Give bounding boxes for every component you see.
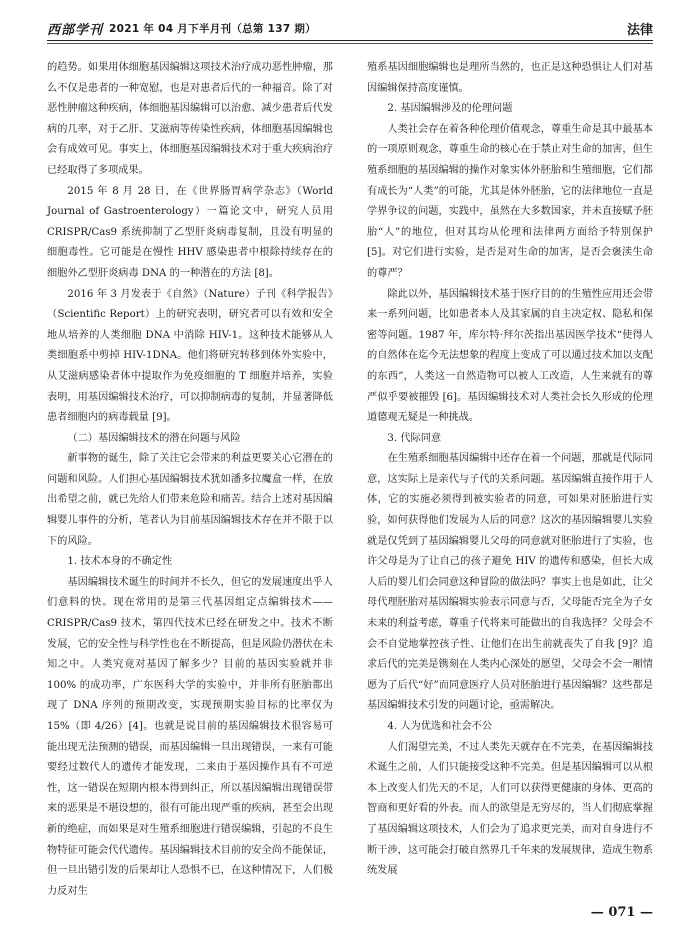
- paragraph: 基因编辑技术诞生的时间并不长久，但它的发展速度出乎人们意料的快。现在常用的是第三代基因组定点编辑技术——CRISPR/Cas9 技术，第四代技术已经在研发之中。技术不断发展，它的安全性与科学性也在不断提高，但是风险仍潜伏在未知之中。人类究竟对基因了解多少？目前的基因实验就并非 100% 的成功率，广东医科大学的实验中，并非所有胚胎都出现了 DNA 序列的预期改变，实现预期实验目标的比率仅为 15%（即 4/26）[4]。也就是说目前的基因编辑技术很容易可能出现无法预测的错误，而基因编辑一旦出现错误，一来有可能要经过数代人的遗传才能发现，二来由于基因操作具有不可逆性，这一错误在短期内根本得到纠正，所以基因编辑出现错误带来的恶果是不堪设想的，很有可能出现严重的疾病，甚至会出现新的绝症，而如果是对生殖系细胞进行错误编辑，引起的不良生物特征可能会代代遗传。基因编辑技术目前的安全尚不能保证，但一旦出错引发的后果却让人恐惧不已，在这种情况下，人们极力反对生: [47, 576, 333, 897]
- paragraph: 2016 年 3 月发表于《自然》（Nature）子刊《科学报告》（Scientific Report）上的研究表明，研究者可以有效和安全地从培养的人类细胞 DNA 中消除 HIV-1。这种技术能够从人类细胞系中剪掉 HIV-1DNA。他们将研究转移到体外实验中，从艾滋病感染者体中提取作为免疫细胞的 T 细胞并培养，实验表明，用基因编辑技术治疗，可以抑制病毒的复制，并显著降低患者细胞内的病毒载量 [9]。: [47, 288, 333, 424]
- paragraph: 人类社会存在着各种伦理价值观念，尊重生命是其中最基本的一项原则观念，尊重生命的核心在于禁止对生命的加害，但生殖系细胞的基因编辑的操作对象实体外胚胎和生殖细胞，它们都有成长为“人类”的可能，尤其是体外胚胎，它的法律地位一直是学界争议的问题，实践中，虽然在大多数国家，并未直接赋予胚胎“人”的地位，但对其均从伦理和法律两方面给予特别保护 [5]。对它们进行实验，是否是对生命的加害，是否会褒渎生命的尊严？: [367, 123, 653, 279]
- paragraph: 在生殖系细胞基因编辑中还存在着一个问题，那就是代际同意，这实际上是亲代与子代的关系问题。基因编辑直接作用于人体，它的实施必须得到被实验者的同意，可如果对胚胎进行实验，如何获得他们发展为人后的同意？这次的基因编辑婴儿实验就是仅凭到了基因编辑婴儿父母的同意就对胚胎进行了实验，也许父母是为了让自己的孩子避免 HIV 的遗传和感染，但长大成人后的婴儿们会同意这种冒险的做法吗？事实上也是如此，让父母代理胚胎对基因编辑实验表示同意与否，父母能否完全为子女未来的利益考虑，尊重子代将来可能做出的自我选择？父母会不会不自觉地掌控孩子性、让他们在出生前就丧失了自我 [9]？追求后代的完美是镌刻在人类内心深处的愿望，父母会不会一厢情愿为了后代“好”而同意医疗人员对胚胎进行基因编辑？这些都是基因编辑技术引发的问题讨论，亟需解决。: [367, 453, 653, 712]
- issue-info: 2021 年 04 月下半月刊（总第 137 期）: [109, 23, 317, 35]
- paragraph: 新事物的诞生，除了关注它会带来的利益更要关心它潜在的问题和风险。人们担心基因编辑技术犹如潘多拉魔盒一样，在放出希望之前，就已先给人们带来危险和痛苦。结合上述对基因编辑婴儿事件的分析，笔者认为目前基因编辑技术存在并不限于以下的风险。: [47, 453, 333, 547]
- section-heading: （二）基因编辑技术的潜在问题与风险: [67, 432, 241, 444]
- subsection-heading: 1. 技术本身的不确定性: [67, 556, 173, 568]
- section-label: 法律: [626, 23, 653, 38]
- right-column: [367, 58, 653, 882]
- subsection-heading: 3. 代际同意: [387, 432, 442, 444]
- subsection-heading: 2. 基因编辑涉及的伦理问题: [387, 103, 513, 115]
- paragraph: 除此以外，基因编辑技术基于医疗目的的生殖性应用还会带来一系列问题，比如患者本人及其家属的自主决定权、隐私和保密等问题。1987 年，库尔特·拜尔茨指出基因医学技术“使得人的自然体在迄今无法想象的程度上变成了可以通过技术加以支配的东西”，人类这一自然造物可以被人工改造，人生来就有的尊严似乎要被摧毁 [6]。基因编辑技术对人类社会长久形成的伦理道德观无疑是一种挑战。: [367, 288, 653, 424]
- paragraph: 殖系基因细胞编辑也是理所当然的，也正是这种恐惧让人们对基因编辑保持高度谨慎。: [367, 62, 653, 94]
- journal-logo: 西部学刊: [47, 23, 104, 38]
- page-header: [47, 18, 653, 38]
- paragraph: 2015 年 8 月 28 日，在《世界肠胃病学杂志》（World Journal of Gastroenterology）一篇论文中，研究人员用 CRISPR/Cas9 系统抑制了乙型肝炎病毒复制，且没有明显的细胞毒性。它可能是在慢性 HHV 感染患者中根除持续存在的细胞外乙型肝炎病毒 DNA 的一种潜在的方法 [8]。: [47, 185, 333, 279]
- subsection-heading: 4. 人为优选和社会不公: [387, 721, 493, 732]
- paragraph: 的趋势。如果用体细胞基因编辑这项技术治疗成功恶性肿瘤，那么不仅是患者的一种宽慰，也是对患者后代的一种福音。除了对恶性肿瘤这种疾病，体细胞基因编辑可以治愈、减少患者后代发病的几率，对于乙肝、艾滋病等传染性疾病，体细胞基因编辑也会有成效可见。事实上，体细胞基因编辑技术对于重大疾病治疗已经取得了多项成果。: [47, 62, 333, 176]
- header-rule: [47, 40, 653, 41]
- header-rule-thin: [47, 43, 653, 44]
- left-column: [47, 58, 333, 902]
- paragraph: 人们渴望完美，不过人类先天就存在不完美，在基因编辑技术诞生之前，人们只能接受这种不完美。但是基因编辑可以从根本上改变人们先天的不足，人们可以获得更健康的身体、更高的智商和更好看的外表。而人的欲望是无穷尽的，当人们彻底掌握了基因编辑这项技术，人们会为了追求更完美，而对自身进行不断干涉，这可能会打破自然界几千年来的发展规律，造成生物系统发展: [367, 741, 653, 877]
- page-number: — 071 —: [590, 905, 653, 920]
